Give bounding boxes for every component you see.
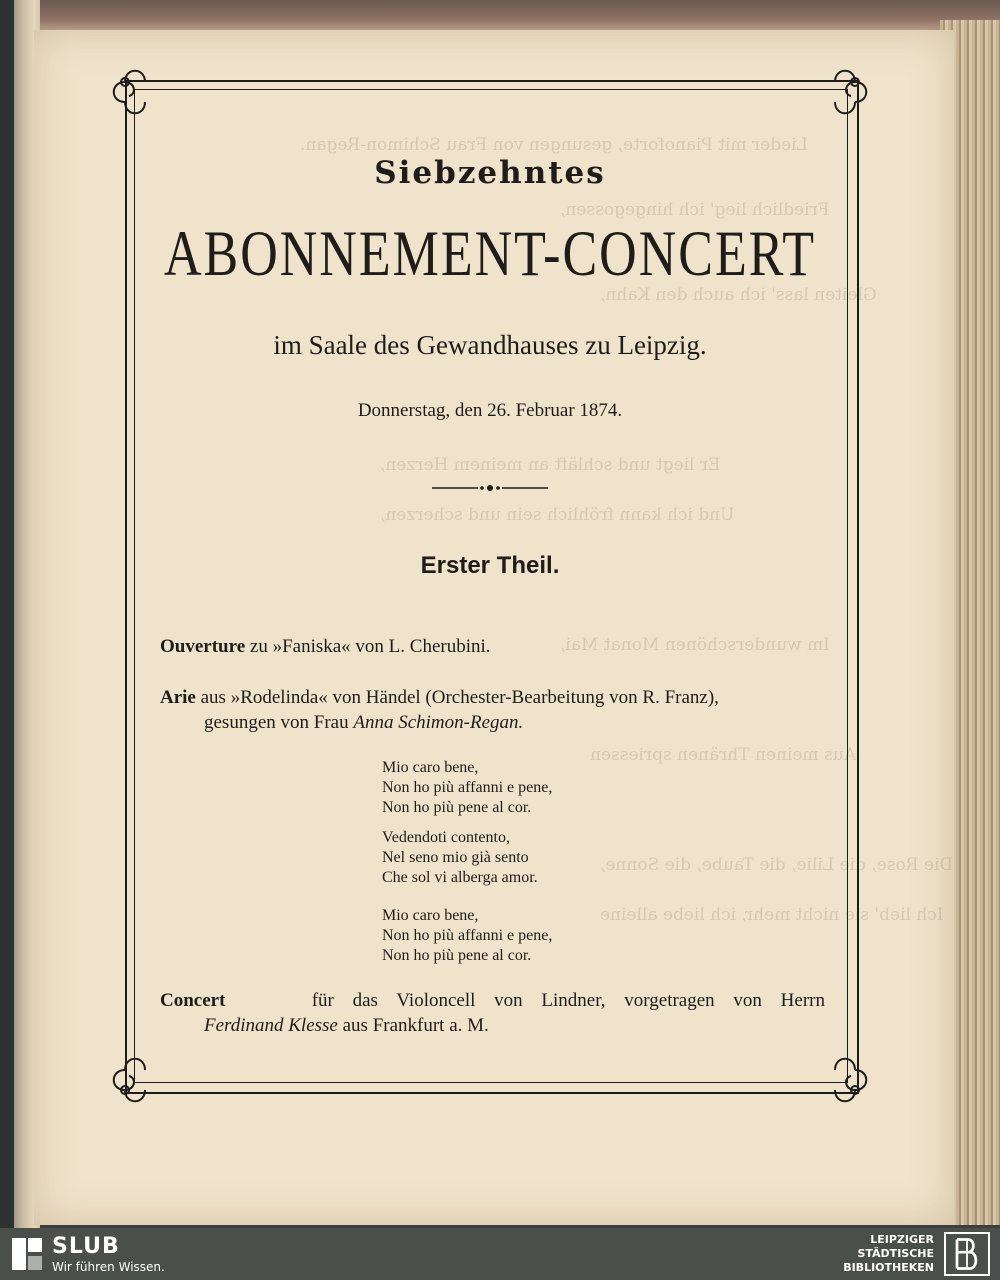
program-item-concerto [160, 990, 825, 1012]
library-name: SLUB [52, 1234, 120, 1259]
partner-logo-icon [944, 1232, 990, 1276]
poem-line: Non ho più pene al cor. [382, 947, 532, 964]
poem-stanza-1 [382, 758, 552, 818]
corner-ornament-icon [105, 62, 165, 122]
poem-line: Non ho più pene al cor. [382, 799, 532, 816]
partner-line: STÄDTISCHE [857, 1247, 934, 1260]
program-item-concerto-performer [204, 1015, 489, 1037]
partner-library-name [843, 1233, 934, 1275]
poem-stanza-3 [382, 906, 552, 966]
program-item-text: aus »Rodelinda« von Händel (Orchester-Bearbeitung von R. Franz), [200, 687, 719, 708]
corner-ornament-icon [815, 62, 875, 122]
concert-date: Donnerstag, den 26. Februar 1874. [357, 400, 623, 421]
program-item-overture [160, 636, 491, 658]
bleed-through-text: Aus meinen Thränen spriessen [590, 745, 856, 765]
poem-line: Mio caro bene, [382, 759, 479, 776]
program-item-aria-performer [204, 712, 523, 734]
library-slogan: Wir führen Wissen. [52, 1260, 165, 1274]
poem-stanza-2 [382, 828, 538, 888]
footer-bar [0, 1228, 1000, 1280]
book-top-edge [0, 0, 1000, 30]
performer-name: Ferdinand Klesse [204, 1015, 338, 1036]
slub-logo-icon [12, 1238, 42, 1270]
program-item-text: für das Violoncell von Lindner, vorgetragen von Herrn [311, 990, 825, 1011]
poem-line: Vedendoti contento, [382, 829, 510, 846]
poem-line: Non ho più affanni e pene, [382, 779, 553, 796]
poem-line: Non ho più affanni e pene, [382, 927, 553, 944]
bleed-through-text: Er liegt und schläft an meinem Herzen, [380, 455, 721, 475]
heading-concert-title: ABONNEMENT-CONCERT [163, 218, 817, 291]
program-item-title: Ouverture [160, 636, 246, 657]
bleed-through-text: Die Rose, die Lilie, die Taube, die Sonne, [600, 855, 954, 875]
part-title: Erster Theil. [420, 552, 560, 579]
heading-ordinal: Siebzehntes [374, 155, 606, 191]
bleed-through-text: Im wunderschönen Monat Mai, [560, 635, 830, 655]
bleed-through-text: Gleiten lass' ich auch den Kahn, [600, 285, 877, 305]
corner-ornament-icon [815, 1050, 875, 1110]
performer-origin: aus Frankfurt a. M. [342, 1015, 489, 1036]
poem-line: Che sol vi alberga amor. [382, 869, 538, 886]
bleed-through-text: Ich lieb' sie nicht mehr, ich liebe alleine [600, 905, 944, 925]
divider-ornament-icon [430, 482, 550, 494]
program-item-title: Concert [160, 990, 226, 1011]
bleed-through-text: Lieder mit Pianoforte, gesungen von Frau Schimon-Regan. [300, 135, 808, 155]
bleed-through-text: Und ich kann fröhlich sein und scherzen, [380, 505, 735, 525]
partner-line: LEIPZIGER [870, 1233, 934, 1246]
program-item-aria [160, 687, 719, 709]
partner-line: BIBLIOTHEKEN [843, 1261, 934, 1274]
performer-prefix: gesungen von Frau [204, 712, 349, 733]
program-item-text: zu »Faniska« von L. Cherubini. [249, 636, 491, 657]
corner-ornament-icon [105, 1050, 165, 1110]
program-item-title: Arie [160, 687, 196, 708]
bleed-through-text: Friedlich lieg' ich hingegossen, [560, 200, 830, 220]
performer-name: Anna Schimon-Regan. [353, 712, 524, 733]
heading-venue: im Saale des Gewandhauses zu Leipzig. [273, 330, 707, 360]
poem-line: Mio caro bene, [382, 907, 479, 924]
poem-line: Nel seno mio già sento [382, 849, 529, 866]
